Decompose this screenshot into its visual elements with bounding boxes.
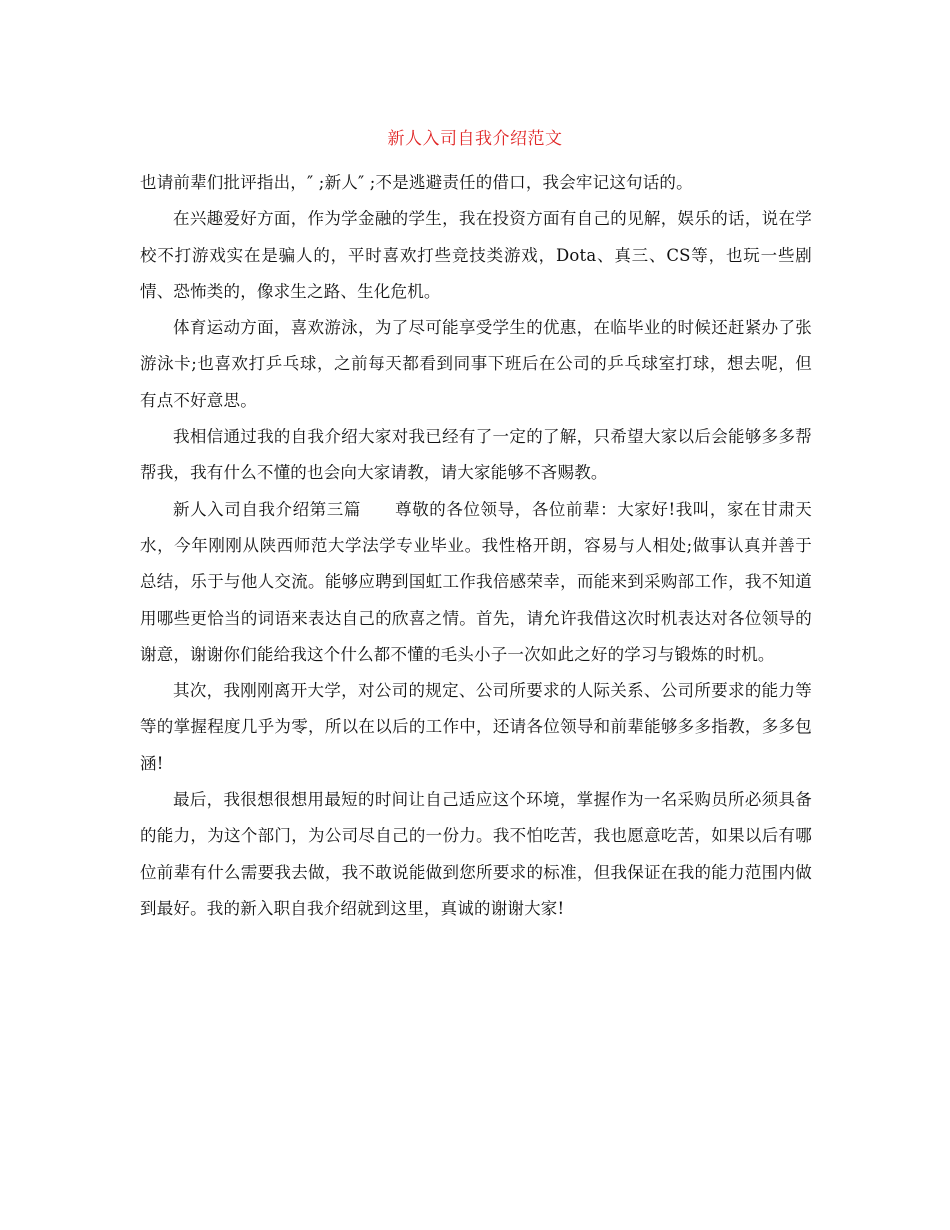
paragraph-third-sample: 新人入司自我介绍第三篇 尊敬的各位领导，各位前辈：大家好!我叫，家在甘肃天水，今年刚刚从陕西师范大学法学专业毕业。我性格开朗，容易与人相处;做事认真并善于总结，乐于与他人交流。能够应聘到国虹工作我倍感荣幸，而能来到采购部工作，我不知道用哪些更恰当的词语来表达自己的欣喜之情。首先，请允许我借这次时机表达对各位领导的谢意，谢谢你们能给我这个什么都不懂的毛头小子一次如此之好的学习与锻炼的时机。 <box>140 499 812 664</box>
paragraph-secondly: 其次，我刚刚离开大学，对公司的规定、公司所要求的人际关系、公司所要求的能力等等的掌握程度几乎为零，所以在以后的工作中，还请各位领导和前辈能够多多指教，多多包涵! <box>140 681 812 773</box>
document-title: 新人入司自我介绍范文 <box>387 129 563 149</box>
paragraph-continuation: 也请前辈们批评指出，″ ;新人″ ;不是逃避责任的借口，我会牢记这句话的。 <box>140 173 693 192</box>
paragraph-closing-request: 我相信通过我的自我介绍大家对我已经有了一定的了解，只希望大家以后会能够多多帮帮我，我有什么不懂的也会向大家请教，请大家能够不吝赐教。 <box>140 427 812 483</box>
paragraph-finally: 最后，我很想很想用最短的时间让自己适应这个环境，掌握作为一名采购员所必须具备的能力，为这个部门，为公司尽自己的一份力。我不怕吃苦，我也愿意吃苦，如果以后有哪位前辈有什么需要我去做，我不敢说能做到您所要求的标准，但我保证在我的能力范围内做到最好。我的新入职自我介绍就到这里，真诚的谢谢大家! <box>140 790 812 918</box>
document-body <box>140 165 812 927</box>
paragraph-sports: 体育运动方面，喜欢游泳，为了尽可能享受学生的优惠，在临毕业的时候还赶紧办了张游泳卡;也喜欢打乒乓球，之前每天都看到同事下班后在公司的乒乓球室打球，想去呢，但有点不好意思。 <box>140 318 812 410</box>
paragraph-hobbies: 在兴趣爱好方面，作为学金融的学生，我在投资方面有自己的见解，娱乐的话，说在学校不打游戏实在是骗人的，平时喜欢打些竞技类游戏，Dota、真三、CS等，也玩一些剧情、恐怖类的，像求生之路、生化危机。 <box>140 209 812 301</box>
